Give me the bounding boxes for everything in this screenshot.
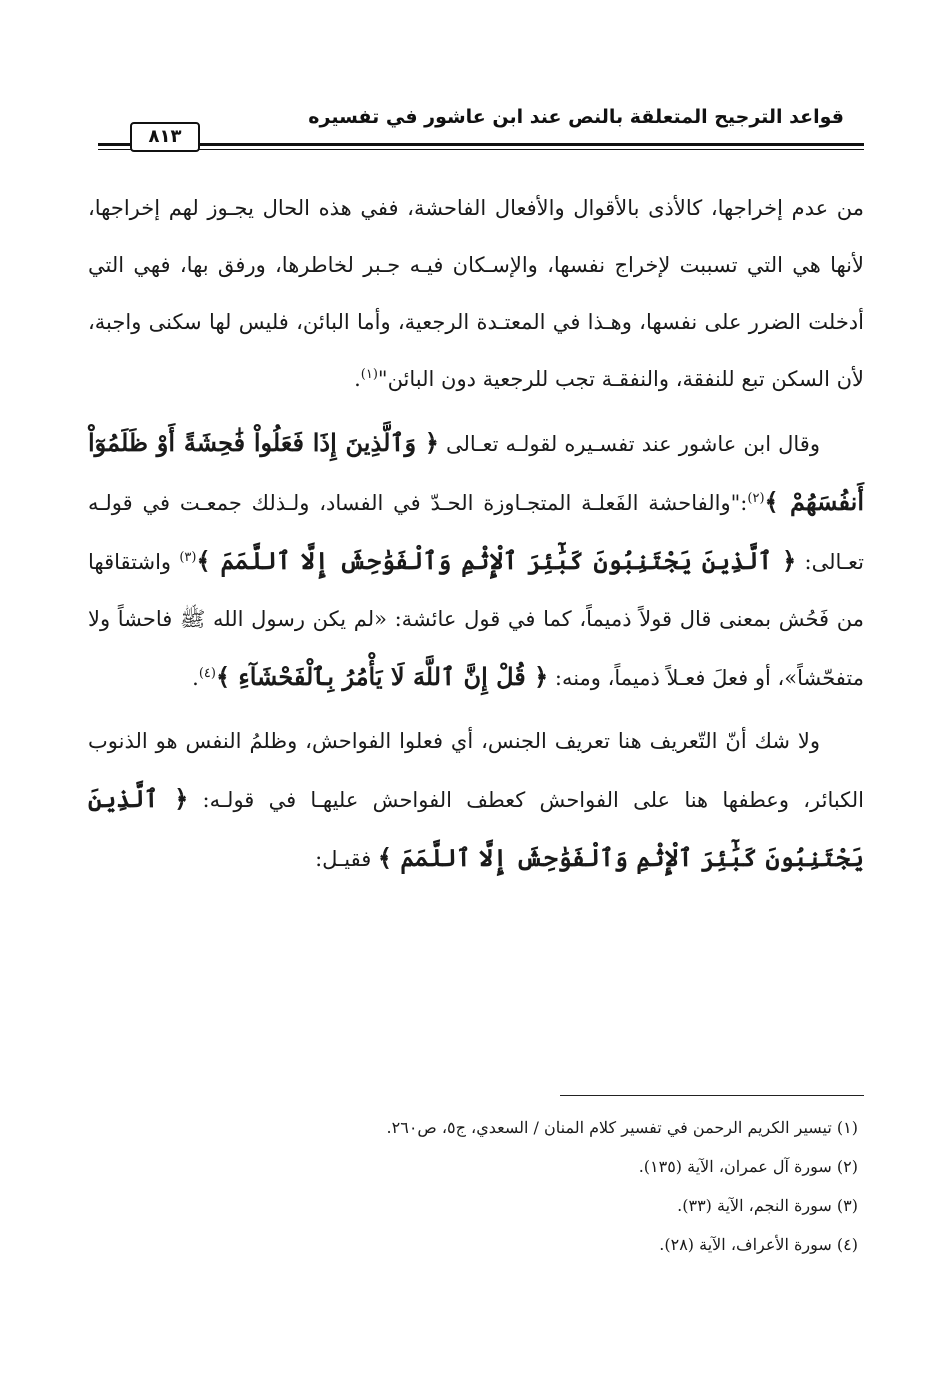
footnote-3: (٣) سورة النجم، الآية (٣٣). [677, 1196, 858, 1215]
paragraph-1-end: . [354, 367, 361, 391]
paragraph-2-text-c: واشتقاقها من فَحُش بمعنى قال قولاً ذميماً، كما في قول عائشة: «لم يكن رسول الله ﷺ فاحشاً ولا متفحّشاً»، أو فعلَ فعـلاً ذميماً، ومنه: [88, 550, 864, 690]
header-title: قواعد الترجيح المتعلقة بالنص عند ابن عاشور في تفسيره [308, 106, 844, 128]
quran-verse-1: ﴿ وَٱلَّذِينَ إِذَا فَعَلُواْ فَٰحِشَةً أَوْ ظَلَمُوٓاْ أَنفُسَهُمْ ﴾ [88, 428, 864, 516]
paragraph-2-text-b: :"والفاحشة الفَعلـة المتجـاوزة الحـدّ في الفساد، ولـذلك جمعـت في قولـه تعـالى: [88, 491, 864, 574]
quran-verse-4: ﴿ ٱلَّذِينَ يَجْتَنِبُونَ كَبَٰٓئِرَ ٱلْإِثْمِ وَٱلْفَوَٰحِشَ إِلَّا ٱللَّمَمَ ﴾ [88, 784, 864, 872]
paragraph-2 [88, 414, 864, 707]
footnote-separator [560, 1095, 864, 1096]
footnote-ref-2: (٢) [747, 491, 765, 506]
footnotes [300, 1108, 858, 1264]
footnote-ref-3: (٣) [179, 550, 197, 565]
footnote-ref-4: (٤) [198, 666, 216, 681]
paragraph-3 [88, 713, 864, 888]
quran-verse-3: ﴿ قُلْ إِنَّ ٱللَّهَ لَا يَأْمُرُ بِٱلْفَحْشَآءِ ﴾ [215, 662, 549, 691]
page-number: ٨١٣ [130, 122, 200, 152]
paragraph-3-text: ولا شك أنّ التّعريف هنا تعريف الجنس، أي فعلوا الفواحش، وظلمُ النفس هو الذنوب الكبائر، وعطفها هنا على الفواحش كعطف الفواحش عليهـا في قولـه: [88, 729, 865, 812]
footnote-2: (٢) سورة آل عمران، الآية (١٣٥). [638, 1157, 858, 1176]
footnote-4: (٤) سورة الأعراف، الآية (٢٨). [659, 1235, 858, 1254]
footnote-ref-1: (١) [360, 367, 378, 382]
header-rule-thick [98, 143, 864, 146]
paragraph-1 [88, 180, 864, 408]
body-text [88, 180, 864, 894]
running-header [98, 104, 864, 152]
header-rule-thin [98, 149, 864, 150]
paragraph-2-end: . [192, 666, 199, 690]
paragraph-1-text: من عدم إخراجها، كالأذى بالأقوال والأفعال الفاحشة، ففي هذه الحال يجـوز لهم إخراجها، لأنها هي التي تسببت لإخراج نفسها، والإسـكان فيـه جـبر لخاطرها، ورفق بها، فهي التي أدخلت الضرر على نفسها، وهـذا في المعتـدة الرجعية، وأما البائن، فليس لها سكنى واجبة، لأن السكن تبع للنفقة، والنفقـة تجب للرجعية دون البائن" [88, 196, 864, 391]
quran-verse-2: ﴿ ٱلَّذِينَ يَجْتَنِبُونَ كَبَٰٓئِرَ ٱلْإِثْمِ وَٱلْفَوَٰحِشَ إِلَّا ٱللَّمَمَ ﴾ [196, 546, 797, 575]
footnote-1: (١) تيسير الكريم الرحمن في تفسير كلام المنان / السعدي، ج٥، ص٢٦٠. [386, 1118, 858, 1137]
paragraph-3-end: فقيـل: [315, 847, 378, 871]
paragraph-2-text-a: وقال ابن عاشور عند تفسـيره لقولـه تعـالى [438, 432, 820, 456]
